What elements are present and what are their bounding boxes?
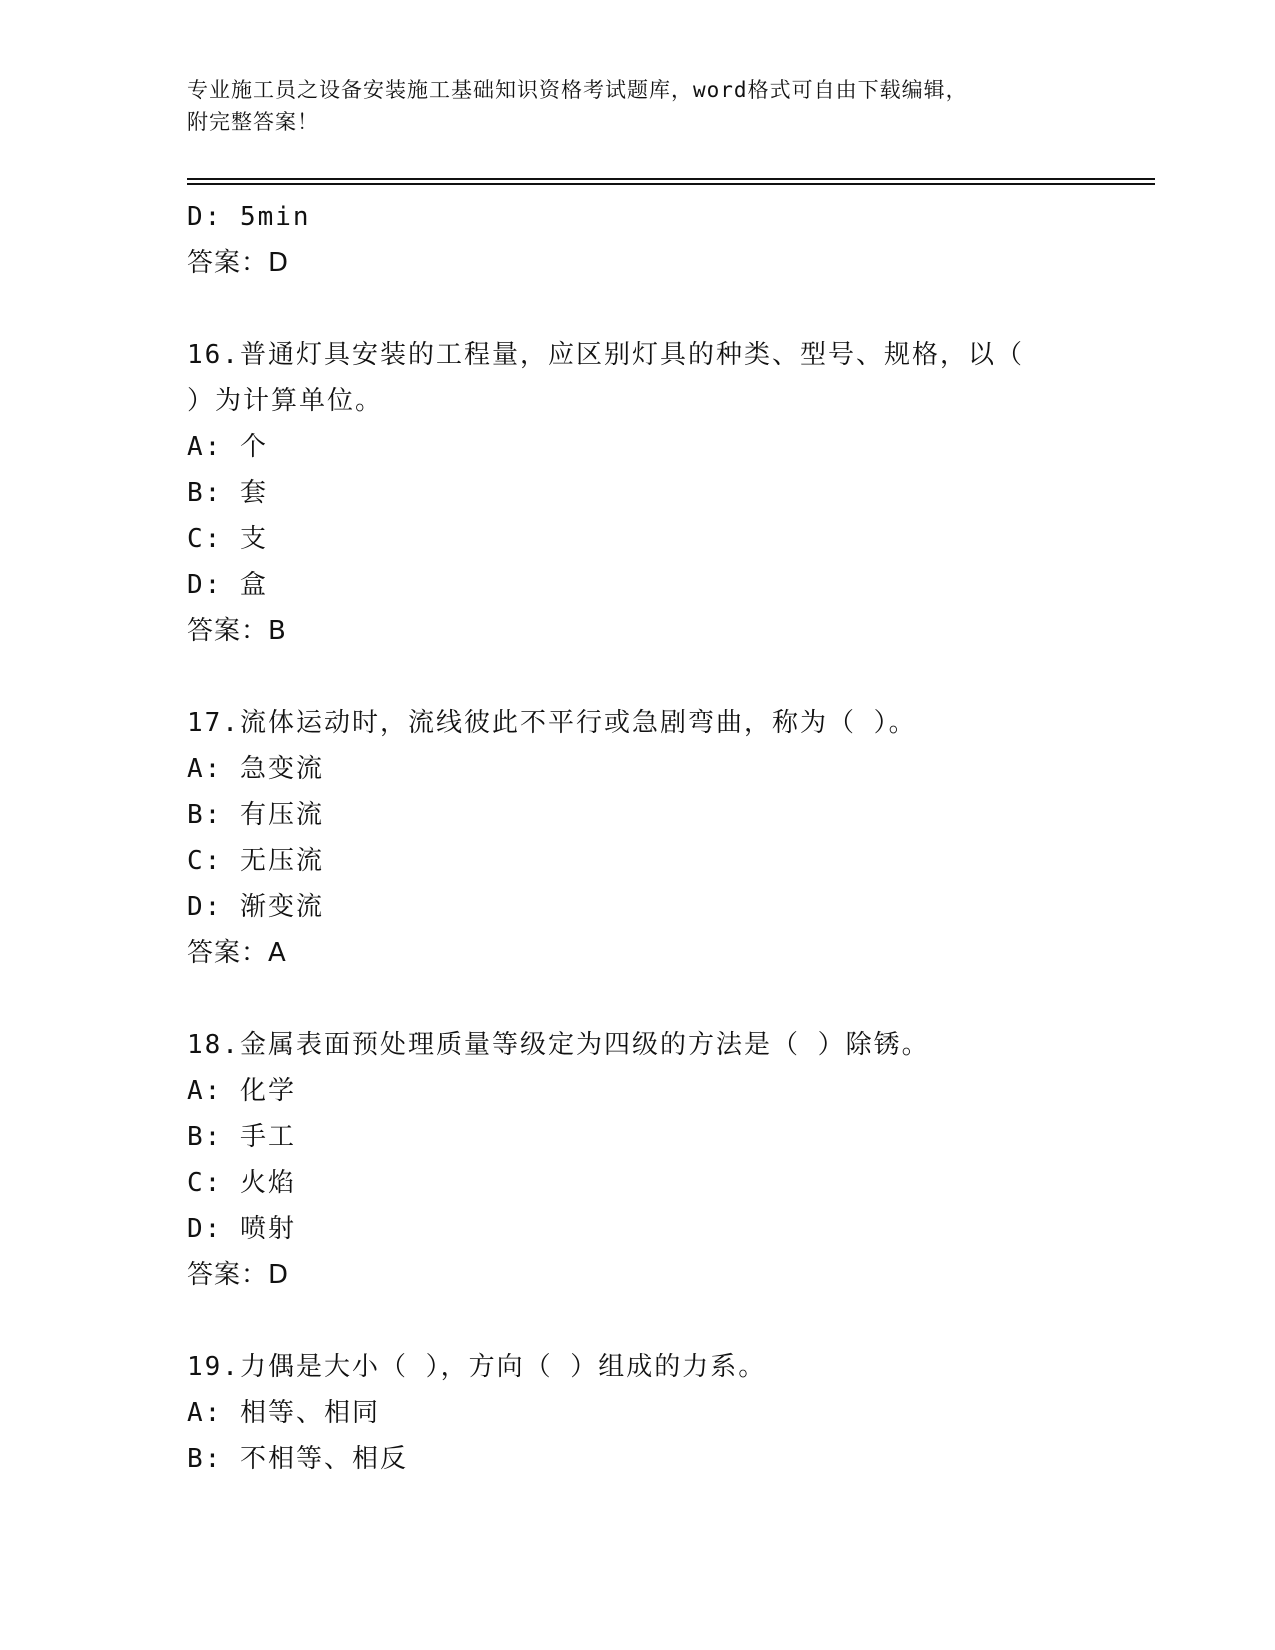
spacer: [187, 654, 1087, 700]
spacer: [187, 976, 1087, 1022]
question-text: 16.普通灯具安装的工程量，应区别灯具的种类、型号、规格，以（: [187, 340, 1024, 370]
option-c: C: 支: [187, 524, 268, 554]
header-divider-top: [187, 178, 1155, 180]
document-header: [187, 74, 1087, 138]
option-b: B: 手工: [187, 1122, 296, 1152]
option-d: D: 盒: [187, 570, 268, 600]
spacer: [187, 1298, 1087, 1344]
answer-label: 答案：D: [187, 248, 290, 278]
spacer: [187, 286, 1087, 332]
question-text: 17.流体运动时，流线彼此不平行或急剧弯曲，称为（ ）。: [187, 708, 917, 738]
question-17: [187, 700, 1087, 976]
header-line-2: 附完整答案！: [187, 110, 319, 134]
option-a: A: 相等、相同: [187, 1398, 380, 1428]
option-d: D: 5min: [187, 202, 311, 232]
option-b: B: 套: [187, 478, 268, 508]
answer-label: 答案：D: [187, 1260, 290, 1290]
header-divider-bottom: [187, 183, 1155, 185]
option-a: A: 急变流: [187, 754, 324, 784]
option-d: D: 渐变流: [187, 892, 324, 922]
option-b: B: 不相等、相反: [187, 1444, 408, 1474]
question-16: [187, 332, 1087, 654]
option-c: C: 无压流: [187, 846, 324, 876]
option-a: A: 个: [187, 432, 268, 462]
option-a: A: 化学: [187, 1076, 296, 1106]
question-18: [187, 1022, 1087, 1298]
question-list: [187, 194, 1087, 1482]
option-c: C: 火焰: [187, 1168, 296, 1198]
question-19: [187, 1344, 1087, 1482]
header-line-1: 专业施工员之设备安装施工基础知识资格考试题库，word格式可自由下载编辑，: [187, 78, 968, 102]
question-text: 18.金属表面预处理质量等级定为四级的方法是（ ）除锈。: [187, 1030, 930, 1060]
option-b: B: 有压流: [187, 800, 324, 830]
answer-label: 答案：A: [187, 938, 287, 968]
question-text-continued: ）为计算单位。: [187, 386, 384, 416]
answer-label: 答案：B: [187, 616, 287, 646]
question-text: 19.力偶是大小（ ），方向（ ）组成的力系。: [187, 1352, 767, 1382]
option-d: D: 喷射: [187, 1214, 296, 1244]
question-15: [187, 194, 1087, 286]
